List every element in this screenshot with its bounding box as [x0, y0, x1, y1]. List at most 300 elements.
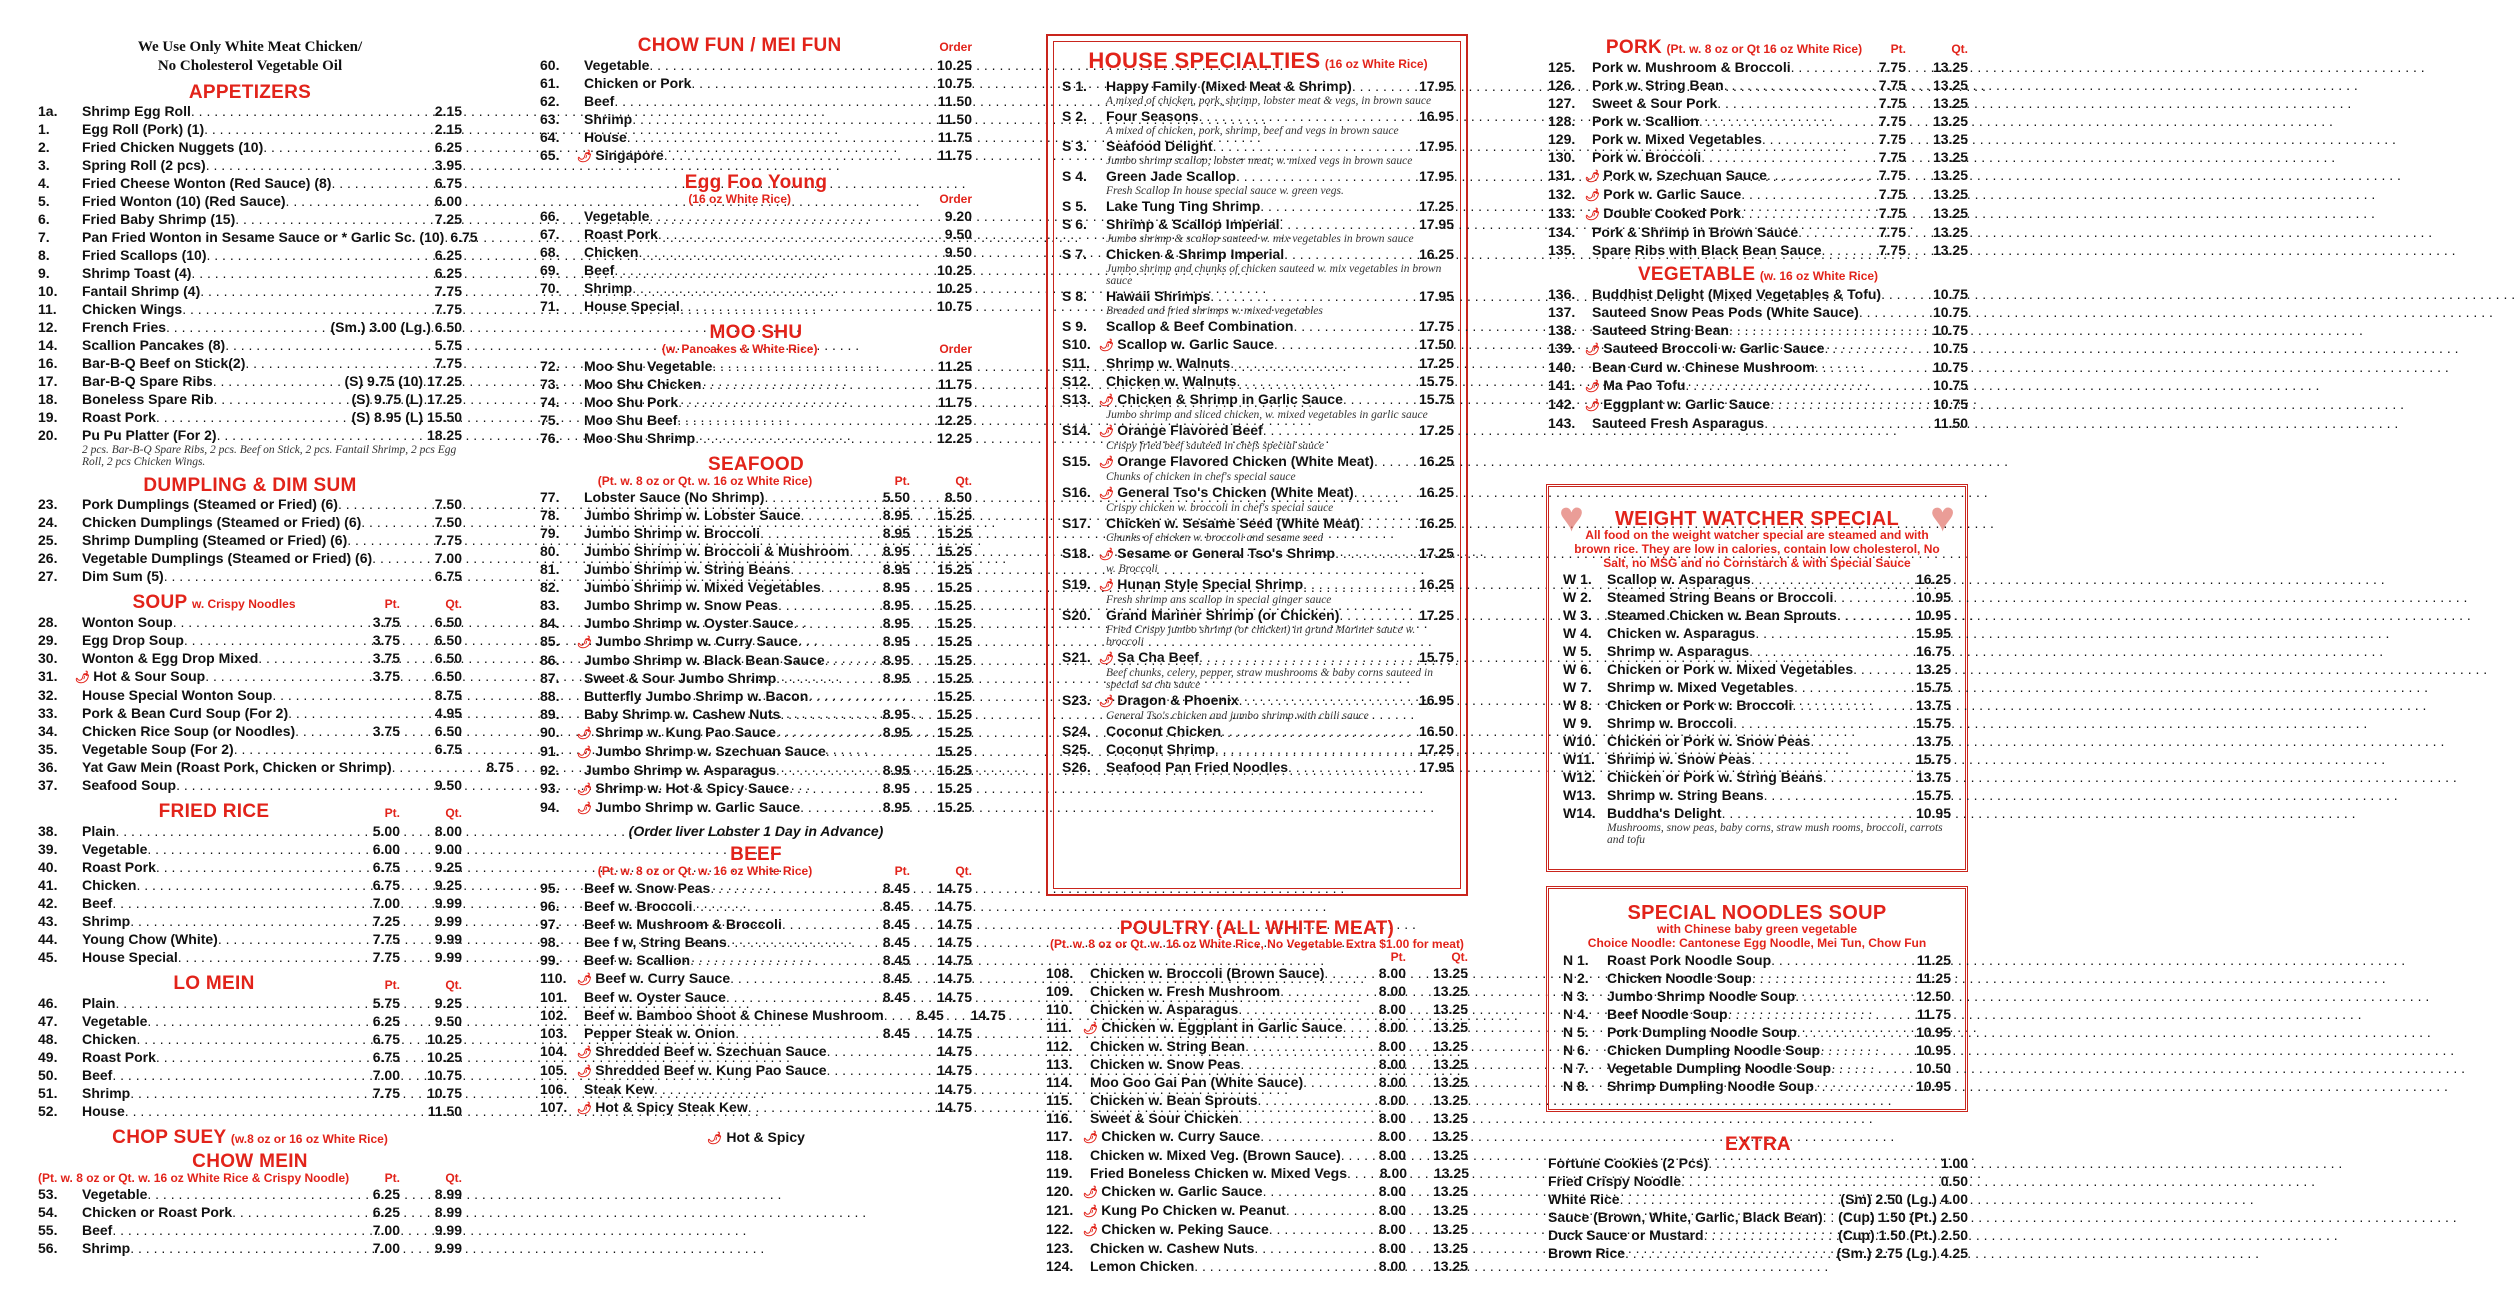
quart-price: 8.75 [486, 759, 514, 775]
chili-pepper-icon: 🌶 [1083, 1222, 1099, 1237]
quart-price: 8.99 [434, 1186, 462, 1202]
item-description: Crispy chicken w. broccoli in chef's special sauce [1106, 502, 1334, 514]
item-price: 10.75 [1932, 396, 1968, 412]
chili-pepper-icon: 🌶 [577, 782, 593, 797]
item-price: 15.75 [1915, 679, 1951, 696]
menu-item [38, 776, 462, 794]
item-number: 126. [1548, 77, 1576, 93]
item-name: Chicken or Pork w. Snow Peas [1607, 733, 1811, 750]
item-name: Grand Mariner Shrimp (or Chicken) [1106, 607, 1340, 623]
item-name: Scallion Pancakes (8) [82, 337, 226, 353]
leader-dots [182, 300, 435, 318]
menu-item [540, 524, 972, 542]
item-name: Beef w. Curry Sauce [595, 970, 731, 987]
item-name: Vegetable [584, 207, 650, 224]
item-number: 56. [38, 1240, 58, 1256]
quart-price: 9.99 [434, 949, 462, 965]
item-number: S20. [1062, 607, 1091, 623]
item-description: Crispy fried beef sauteed in chefs special sauce [1106, 440, 1325, 452]
quart-price: 9.99 [434, 1240, 462, 1256]
quart-price: 15.25 [936, 743, 972, 760]
item-name: Beef [584, 261, 615, 278]
item-price: 15.75 [1418, 373, 1454, 389]
item-name: Sweet & Sour Jumbo Shrimp [584, 670, 777, 687]
item-number: W 8. [1563, 697, 1592, 714]
item-number: N 6. [1563, 1041, 1589, 1058]
quart-price: 15.25 [936, 597, 972, 614]
item-number: N 7. [1563, 1059, 1589, 1076]
item-number: 87. [540, 670, 560, 687]
item-price: 16.25 [1915, 571, 1951, 588]
menu-item [1548, 1154, 1968, 1172]
section-title-fried-rice: FRIED RICE [158, 801, 270, 822]
pint-price: 8.45 [882, 916, 910, 933]
menu-item [1548, 112, 1968, 130]
pt-label: Pt. [894, 473, 910, 488]
item-price: 16.50 [1418, 723, 1454, 739]
pt-label: Pt. [384, 978, 400, 992]
leader-dots [112, 1221, 346, 1239]
quart-price: 10.25 [426, 1031, 462, 1047]
menu-item [1062, 514, 1454, 532]
leader-dots [206, 246, 434, 264]
item-name: House [584, 129, 627, 145]
quart-price: 10.75 [426, 1067, 462, 1083]
menu-item [1046, 1146, 1468, 1164]
item-name: Pepper Steak w. Onion [584, 1025, 736, 1042]
menu-item [540, 1061, 972, 1080]
menu-item [38, 1221, 462, 1239]
pt-label: Pt. [384, 806, 400, 820]
leader-dots [1194, 1257, 1352, 1275]
item-number: 70. [540, 279, 560, 296]
leader-dots [1733, 714, 1916, 732]
hot-spicy-legend [540, 1129, 972, 1145]
item-number: S14. [1062, 422, 1091, 438]
menu-item [38, 1084, 462, 1102]
item-number: 29. [38, 632, 58, 648]
item-name: Chicken [584, 243, 639, 260]
menu-item [38, 390, 462, 408]
item-name: Fried Cheese Wonton (Red Sauce) (8) [82, 175, 332, 191]
menu-item [38, 426, 462, 444]
leader-dots [730, 969, 856, 987]
quart-price: 13.25 [1432, 1239, 1468, 1256]
item-number: 48. [38, 1031, 58, 1047]
item-number: S 7. [1062, 246, 1087, 262]
item-number: 42. [38, 895, 58, 911]
item-name: Chicken w. String Bean [1090, 1037, 1246, 1054]
menu-item [540, 614, 972, 632]
item-number: N 1. [1563, 951, 1589, 968]
item-description: General Tso's chicken and jumbo shrimp with chili sauce [1106, 710, 1369, 722]
item-number: S15. [1062, 453, 1091, 469]
item-name: Hawaii Shrimps [1106, 288, 1211, 304]
quart-price: 15.25 [936, 762, 972, 779]
quart-price: 9.25 [434, 995, 462, 1011]
menu-item [1046, 1091, 1468, 1109]
item-price: 10.75 [1932, 359, 1968, 375]
pint-price: 8.45 [882, 970, 910, 987]
quart-price: 15.25 [936, 670, 972, 687]
quart-price: 6.50 [434, 723, 462, 739]
item-number: 101. [540, 989, 568, 1006]
menu-item [38, 1102, 462, 1120]
menu-item [540, 969, 972, 988]
item-name: Chicken w. Asparagus [1090, 1000, 1239, 1017]
leader-dots [1810, 732, 1916, 750]
pint-price: 7.75 [372, 931, 400, 947]
leader-dots [1620, 1190, 1841, 1208]
menu-item [38, 282, 462, 300]
leader-dots [678, 393, 938, 411]
quart-price: 9.25 [434, 859, 462, 875]
leader-dots [649, 56, 937, 74]
item-price: 11.75 [937, 129, 972, 145]
item-number: 77. [540, 489, 560, 506]
item-name: Shrimp [82, 913, 131, 929]
item-price: 2.15 [434, 121, 462, 137]
leader-dots [263, 138, 434, 156]
leader-dots [1239, 691, 1419, 709]
menu-item [540, 207, 972, 225]
item-number: S 9. [1062, 318, 1087, 334]
item-number: 135. [1548, 242, 1576, 258]
item-number: 47. [38, 1013, 58, 1029]
item-name: Vegetable Soup (For 2) [82, 741, 234, 757]
weight-watcher-desc: All food on the weight watcher special are steamed and with brown rice. They are low in calories, contain low cholesterol, No Salt, no MSG and no Cornstarch & with Special Sauce [1574, 528, 1940, 570]
item-price: 6.75 [434, 568, 462, 584]
chopsuey-subtitle: (w.8 oz or 16 oz White Rice) [230, 1132, 388, 1146]
item-number: 30. [38, 650, 58, 666]
item-number: W14. [1563, 805, 1596, 822]
item-number: 26. [38, 550, 58, 566]
item-price: (Sm.) 2.75 (Lg.) 4.25 [1836, 1245, 1968, 1261]
pint-price: 8.45 [882, 898, 910, 915]
item-description: Jumbo shrimp and sliced chicken, w. mixed vegetables in garlic sauce [1106, 409, 1428, 421]
house-subtitle: (16 oz White Rice) [1324, 57, 1428, 71]
item-name: Duck Sauce or Mustard [1548, 1227, 1704, 1243]
pint-price: 8.45 [882, 1025, 910, 1042]
quart-price: 14.75 [936, 952, 972, 969]
quart-price: 13.25 [1932, 59, 1968, 75]
item-price: 7.75 [434, 532, 462, 548]
menu-item [1548, 204, 1968, 223]
pint-price: 7.75 [1878, 242, 1906, 258]
item-price: (S) 9.75 (10) 17.25 [344, 373, 462, 389]
item-number: 19. [38, 409, 58, 425]
quart-price: 14.75 [936, 898, 972, 915]
item-number: 121. [1046, 1201, 1074, 1218]
menu-item [38, 246, 462, 264]
leader-dots [1288, 758, 1419, 776]
pint-price: 8.95 [882, 543, 910, 560]
item-number: S17. [1062, 515, 1091, 531]
eggfoo-subtitle: (16 oz White Rice) [688, 192, 791, 206]
item-name: Chicken or Pork w. Mixed Vegetables [1607, 661, 1854, 678]
beef-subheader [540, 864, 972, 879]
menu-item [38, 354, 462, 372]
leader-dots [1751, 750, 1916, 768]
item-number: S 4. [1062, 168, 1087, 184]
item-number: 34. [38, 723, 58, 739]
menu-item [540, 110, 972, 128]
item-name: Four Seasons [1106, 108, 1199, 124]
item-name: Shrimp w. Mixed Vegetables [1607, 679, 1794, 696]
item-price: 10.75 [1932, 286, 1968, 302]
leader-dots [235, 210, 434, 228]
item-number: 11. [38, 301, 57, 317]
item-number: 33. [38, 705, 58, 721]
item-name: Beef [82, 895, 113, 911]
quart-price: 4.95 [434, 705, 462, 721]
item-name: Lemon Chicken [1090, 1257, 1195, 1274]
item-price: 17.75 [1418, 318, 1454, 334]
quart-price: 9.50 [434, 777, 462, 793]
item-name: Wonton Soup [82, 614, 173, 630]
leader-dots [825, 651, 856, 669]
item-name: Chicken w. Snow Peas [1090, 1055, 1241, 1072]
leader-dots [701, 375, 937, 393]
item-number: 99. [540, 952, 560, 969]
item-name: Sauteed Snow Peas Pods (White Sauce) [1592, 304, 1859, 320]
quart-price: 15.25 [936, 724, 972, 741]
item-number: 51. [38, 1085, 58, 1101]
quart-price: 14.75 [936, 934, 972, 951]
item-price: 6.25 [434, 265, 462, 281]
pint-price: 5.75 [372, 995, 400, 1011]
leader-dots [827, 1042, 856, 1060]
leader-dots [112, 1066, 346, 1084]
menu-item [38, 686, 462, 704]
item-price: 16.75 [1915, 643, 1951, 660]
menu-item [38, 264, 462, 282]
item-name: Hot & Sour Soup [93, 668, 206, 684]
item-number: 80. [540, 543, 560, 560]
chili-pepper-icon: 🌶 [577, 1064, 593, 1079]
menu-item [1563, 606, 1951, 624]
item-name: Beef w. Mushroom & Broccoli [584, 916, 782, 933]
vegetable-list [1548, 285, 1968, 432]
item-name: Roast Pork [82, 409, 156, 425]
item-name: Pork & Shrimp in Brown Sauce [1592, 224, 1799, 240]
menu-item [38, 1185, 462, 1203]
item-name: Roast Pork [82, 859, 156, 875]
leader-dots [1741, 185, 1852, 203]
leader-dots [272, 686, 346, 704]
menu-item [1046, 982, 1468, 1000]
item-name: Egg Roll (Pork) (1) [82, 121, 205, 137]
menu-item [38, 336, 462, 354]
menu-item [1548, 414, 1968, 432]
leader-dots [1729, 321, 1933, 339]
chili-pepper-icon: 🌶 [577, 149, 593, 163]
seafood-subtitle: (Pt. w. 8 oz or Qt. w. 16 oz White Rice) [597, 473, 813, 488]
quart-price: 13.25 [1932, 242, 1968, 258]
item-name: Shrimp & Scallop Imperial [1106, 216, 1280, 232]
item-price: 10.95 [1915, 607, 1951, 624]
item-price: 17.25 [1418, 422, 1454, 438]
item-number: 113. [1046, 1055, 1073, 1072]
item-name: Chicken & Shrimp in Garlic Sauce [1117, 391, 1343, 407]
item-number: W10. [1563, 733, 1596, 750]
item-number: 142. [1548, 396, 1576, 412]
item-number: S23. [1062, 692, 1091, 708]
quart-price: 13.25 [1432, 1055, 1468, 1072]
menu-item [540, 357, 972, 375]
item-name: Bar-B-Q Spare Ribs [82, 373, 213, 389]
item-number: 122. [1046, 1220, 1074, 1237]
menu-item [1548, 76, 1968, 94]
leader-dots [130, 912, 346, 930]
item-name: Sauteed Fresh Asparagus [1592, 415, 1765, 431]
item-price: 9.50 [944, 225, 972, 242]
soup-header [38, 593, 462, 613]
leader-dots [1303, 1073, 1352, 1091]
item-price: 15.75 [1915, 751, 1951, 768]
leader-dots [1701, 148, 1852, 166]
item-name: Sweet & Sour Pork [1592, 95, 1718, 111]
item-name: Chicken w. Asparagus [1607, 625, 1756, 642]
item-price: 13.75 [1915, 769, 1951, 786]
item-name: Double Cooked Pork [1603, 205, 1741, 221]
item-number: 24. [38, 514, 58, 530]
leader-dots [627, 128, 938, 146]
menu-item [1563, 768, 1951, 786]
qt-label: Qt. [1951, 42, 1968, 56]
item-name: Orange Flavored Chicken (White Meat) [1117, 453, 1374, 469]
menu-item [38, 1030, 462, 1048]
leader-dots [338, 495, 435, 513]
item-price: 11.50 [1933, 415, 1968, 431]
item-name: Pork w. Broccoli [1592, 149, 1702, 165]
leader-dots [794, 614, 856, 632]
item-name: Yat Gaw Mein (Roast Pork, Chicken or Shrimp) [82, 759, 392, 775]
item-price: 10.95 [1915, 1077, 1951, 1094]
chili-pepper-icon: 🌶 [1099, 547, 1115, 561]
item-name: Shrimp [82, 1240, 131, 1256]
item-name: Butterfly Jumbo Shrimp w. Bacon [584, 688, 809, 705]
leader-dots [1795, 987, 1916, 1005]
chili-pepper-icon: 🌶 [577, 745, 593, 760]
pint-price: 6.75 [372, 1049, 400, 1065]
soup-subtitle: w. Crispy Noodles [191, 597, 296, 611]
item-number: 53. [38, 1186, 58, 1202]
pint-price: 8.95 [882, 652, 910, 669]
leader-dots [234, 740, 346, 758]
item-number: 115. [1046, 1091, 1073, 1108]
item-price: 11.50 [937, 111, 972, 127]
leader-dots [776, 723, 856, 741]
menu-item [38, 120, 462, 138]
chopsuey-list [38, 1185, 462, 1257]
pint-price: 8.00 [1378, 982, 1406, 999]
item-name: Chicken Wings [82, 301, 183, 317]
item-price: 7.50 [434, 496, 462, 512]
item-name: Roast Pork [82, 1049, 156, 1065]
item-name: Brown Rice [1548, 1245, 1626, 1261]
item-price: 10.25 [936, 279, 972, 296]
menu-item [1548, 358, 1968, 376]
item-number: S24. [1062, 723, 1091, 739]
leader-dots [1708, 1154, 1940, 1172]
item-number: S11. [1062, 355, 1091, 371]
item-name: Fried Crispy Noodle [1548, 1173, 1682, 1189]
item-number: 41. [38, 877, 58, 893]
item-name: Moo Shu Chicken [584, 375, 702, 392]
quart-price: 15.25 [936, 633, 972, 650]
leader-dots [691, 74, 937, 92]
item-name: Shrimp [584, 111, 633, 127]
quart-price: 8.00 [434, 823, 462, 839]
quart-price: 15.25 [936, 799, 972, 816]
quart-price: 8.99 [434, 1204, 462, 1220]
leader-dots [214, 390, 352, 408]
leader-dots [1853, 660, 1916, 678]
item-description: Jumbo shrimp scallop, lobster meat, w. mixed vegs in brown sauce [1106, 155, 1413, 167]
item-number: 109. [1046, 982, 1074, 999]
item-name: Pan Fried Wonton in Sesame Sauce or * Garlic Sc. (10) [82, 229, 445, 245]
leader-dots [295, 722, 346, 740]
qt-label: Qt. [445, 978, 462, 992]
menu-item [1548, 94, 1968, 112]
menu-item [1548, 1226, 1968, 1244]
item-number: 96. [540, 898, 560, 915]
menu-item [1548, 148, 1968, 166]
quart-price: 9.99 [434, 931, 462, 947]
item-price: (Cup) 1.50 (Pt.) 2.50 [1838, 1227, 1968, 1243]
friedrice-list [38, 822, 462, 966]
leader-dots [1764, 786, 1916, 804]
quart-price: 13.25 [1432, 1000, 1468, 1017]
chili-pepper-icon: 🌶 [1083, 1203, 1099, 1218]
menu-item [1563, 714, 1951, 732]
item-number: W 7. [1563, 679, 1592, 696]
quart-price: 9.00 [434, 841, 462, 857]
item-number: 7. [38, 229, 50, 245]
menu-column-2 [540, 35, 1006, 1146]
pint-price: 8.95 [882, 670, 910, 687]
leader-dots [191, 264, 434, 282]
item-number: 73. [540, 375, 560, 392]
item-name: Sauteed Broccoli w. Garlic Sauce [1603, 340, 1825, 356]
intro-line1: We Use Only White Meat Chicken/ [137, 39, 363, 55]
poultry-list [1046, 964, 1468, 1275]
pint-price: 5.00 [372, 823, 400, 839]
menu-item [1046, 1055, 1468, 1073]
item-name: Bean Curd w. Chinese Mushroom [1592, 359, 1815, 375]
item-number: 4. [38, 175, 50, 191]
chowfun-list [540, 56, 972, 165]
menu-item [540, 375, 972, 393]
item-price: 17.95 [1418, 216, 1454, 232]
item-price: 11.50 [937, 93, 972, 109]
item-description: Fried Crispy jumbo shrimp (or chicken) in grand Mariner sauce w. broccoli [1106, 624, 1416, 648]
pint-price: 7.00 [372, 1222, 400, 1238]
item-number: S26. [1062, 759, 1091, 775]
menu-item [1563, 750, 1951, 768]
menu-item [540, 279, 972, 297]
leader-dots [178, 948, 346, 966]
item-name: Chicken Rice Soup (or Noodles) [82, 723, 296, 739]
quart-price: 6.50 [434, 650, 462, 666]
item-price: 11.25 [1916, 969, 1951, 986]
chili-pepper-icon: 🌶 [1083, 1184, 1099, 1199]
item-number: 143. [1548, 415, 1576, 431]
quart-price: 14.75 [936, 1081, 972, 1098]
item-number: 75. [540, 411, 560, 428]
menu-item [540, 1098, 972, 1117]
